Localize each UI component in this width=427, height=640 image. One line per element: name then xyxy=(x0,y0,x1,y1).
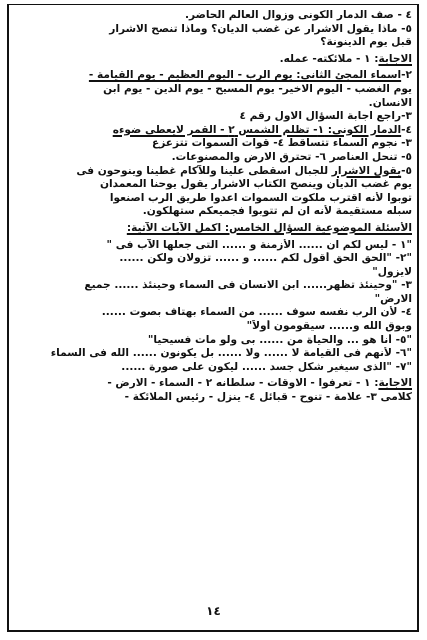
verse-line: "٥- أنا هو ... والحياة من ...... بى ولو مات فسيحيا" xyxy=(147,333,412,346)
answer-line: توبوا لأنه اقترب ملكوت السموات اعدوا طريق الرب اصنعوا xyxy=(109,191,412,204)
verse-line: "١ - ليس لكم ان ...... الأزمنة و ...... التى جعلها الآب فى " xyxy=(106,238,412,251)
answer-line xyxy=(14,69,412,83)
answer-number: ٥- xyxy=(401,164,412,177)
answer-text: : ١ - تعرفوا - الاوقات - سلطانه ٢ - السماء - الارض - xyxy=(107,377,379,390)
page-number: ١٤ xyxy=(206,604,221,618)
verse-line: "٦- لأنهم فى القيامة لا ...... ولا ...... بل يكونون ...... الله فى السماء xyxy=(50,347,412,360)
answer-text: للجبال اسقطى علينا وللآكام غطينا وينوحون فى xyxy=(76,164,332,177)
answer-line: يوم غضب الديان وينصح الكتاب الاشرار يقول يوحنا المعمدان xyxy=(99,178,412,191)
answer-line xyxy=(14,377,412,391)
answer-number: ٢- xyxy=(401,69,412,82)
answer-heading: الاجابة xyxy=(378,52,412,65)
answer-line: ٥- تنحل العناصر ٦- تحترق الارض والمصنوعات. xyxy=(171,150,412,163)
verse-line: "٧- "الذى سيغير شكل جسد ...... ليكون على صورة ...... xyxy=(121,360,412,373)
answer-heading: يقول الاشرار xyxy=(331,164,402,177)
answer-line xyxy=(14,53,412,67)
answer-line xyxy=(14,124,412,138)
answer-line: سبله مستقيمة لأنه ان لم تتوبوا فجميعكم ستهلكون. xyxy=(142,205,412,218)
verse-line: ٣- "وحينئذ تظهر...... ابن الانسان فى السماء وحينئذ ...... جميع xyxy=(84,279,412,292)
question-line: قبل يوم الدينونة؟ xyxy=(320,36,412,49)
page-content xyxy=(14,9,412,405)
question-line: ٥- ماذا يقول الاشرار عن غضب الديان؟ وماذا تنصح الاشرار xyxy=(109,22,412,35)
question-line: ٤ - صف الدمار الكونى وزوال العالم الحاضر. xyxy=(184,9,412,21)
answer-text: الدمار الكونى: ١- تظلم الشمس ٢ - القمر لايعطى ضوءه xyxy=(112,123,402,136)
verse-line: ٤- لأن الرب نفسه سوف ...... من السماء بهتاف بصوت ...... xyxy=(101,306,412,319)
verse-line: وبوق الله و...... سيقومون أولاً" xyxy=(246,320,412,333)
answer-number: ٤- xyxy=(401,123,412,136)
answer-line: الانسان. xyxy=(368,96,412,109)
answer-line: كلامى ٣- علامة - تنوح - قبائل ٤- ينزل - رئيس الملائكة - xyxy=(124,391,412,404)
answer-line xyxy=(14,165,412,179)
verse-line: الارض" xyxy=(374,292,412,305)
verse-line: "٢- "الحق الحق أقول لكم ...... و ...... تزولان ولكن ...... xyxy=(119,252,412,265)
section-heading: الأسئلة الموضوعية السؤال الخامس: اكمل الآيات الآتية: xyxy=(126,221,412,234)
verse-line: لايزول" xyxy=(372,265,412,278)
answer-text: : ١ - ملائكته- عمله. xyxy=(279,52,379,65)
answer-text: اسماء المجئ الثانى: يوم الرب - اليوم العظيم - يوم القيامة - xyxy=(88,69,402,82)
answer-line: يوم الغضب - اليوم الاخير- يوم المسيح - يوم الدين - يوم ابن xyxy=(103,82,412,95)
answer-heading: الاجابة xyxy=(378,377,412,390)
answer-line: ٣- نجوم السماء تتساقط ٤- قوات السموات تتزعزع xyxy=(151,137,412,150)
answer-line: ٣-راجع اجابة السؤال الاول رقم ٤ xyxy=(239,110,412,123)
